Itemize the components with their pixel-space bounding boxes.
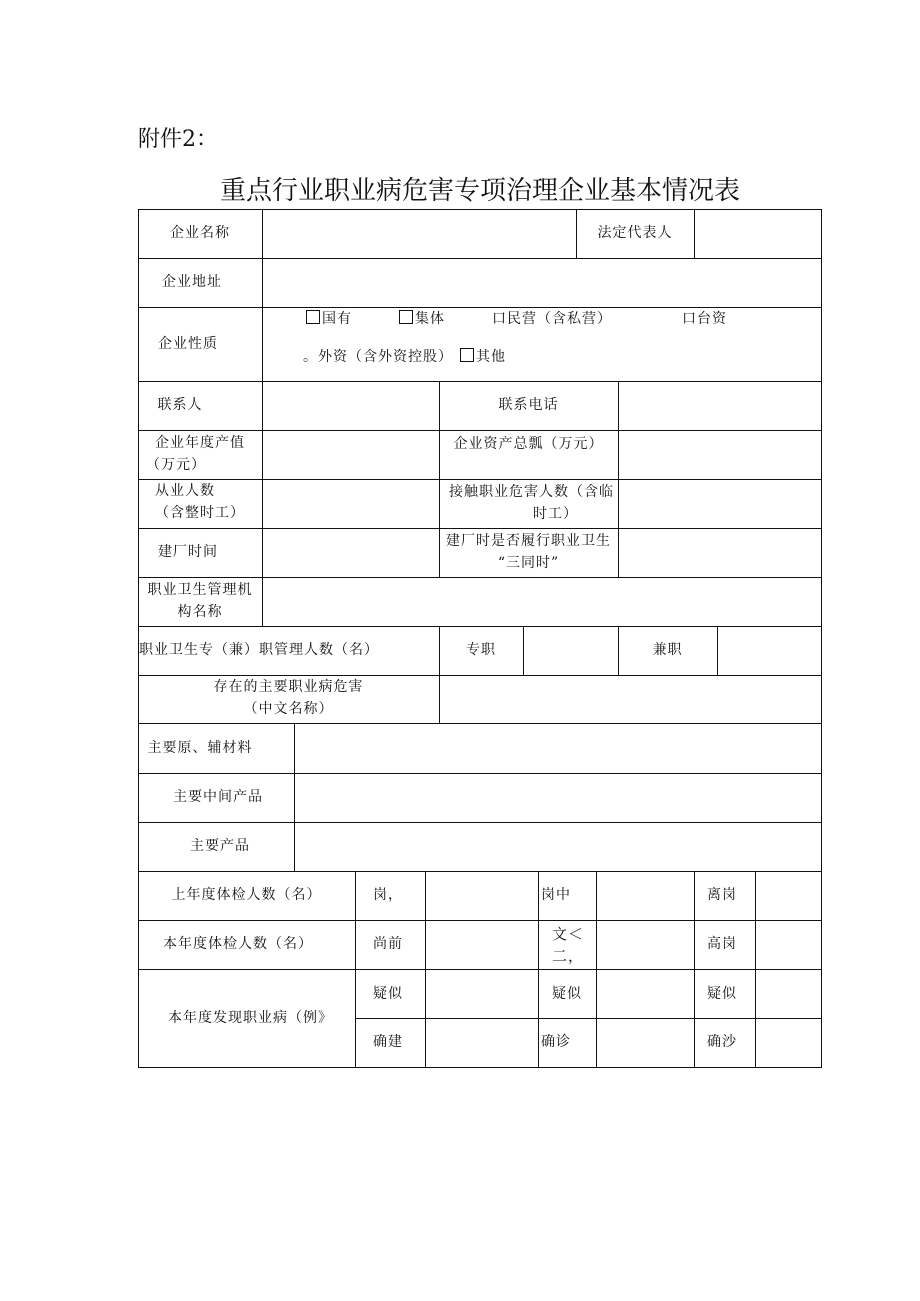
confirm-1-label: 确建 (373, 1034, 403, 1050)
confirm-3-label: 确沙 (707, 1034, 737, 1050)
nature-collective-option[interactable] (399, 308, 445, 330)
confirm-3-field[interactable] (756, 1019, 821, 1067)
this-pre-field[interactable] (426, 921, 538, 969)
parttime-label: 兼职 (652, 642, 683, 658)
suspect-2-label: 疑似 (552, 986, 582, 1002)
org-field[interactable] (263, 578, 821, 626)
page-title: 重点行业职业病危害专项治理企业基本情况表 (219, 176, 740, 206)
disease-label: 本年度发现职业病（例》 (168, 1010, 333, 1026)
intermediate-field[interactable] (295, 774, 821, 822)
contact-field[interactable] (263, 382, 439, 430)
this-leave-label: 高岗 (707, 936, 737, 952)
output-label-line2: （万元） (146, 457, 206, 473)
checkbox-icon (306, 310, 320, 324)
org-label (138, 579, 262, 623)
last-pre-field[interactable] (426, 872, 538, 920)
org-label-line2: 构名称 (177, 604, 223, 620)
this-mid-field[interactable] (597, 921, 694, 969)
fulltime-label: 专职 (466, 642, 496, 658)
exposed-field[interactable] (619, 480, 821, 528)
staff-label-line2: （含整时工） (155, 505, 245, 521)
three-sim-field[interactable] (619, 529, 821, 577)
suspect-3-field[interactable] (756, 970, 821, 1018)
staff-field[interactable] (263, 480, 439, 528)
rule (138, 1067, 822, 1068)
nature-other-option[interactable] (460, 346, 506, 368)
fulltime-field[interactable] (524, 627, 618, 675)
rule (821, 209, 822, 1068)
staff-label (138, 480, 262, 524)
this-mid-line2: 二， (552, 947, 585, 965)
parttime-field[interactable] (718, 627, 821, 675)
address-field[interactable] (263, 259, 821, 307)
intermediate-label: 主要中间产品 (173, 789, 263, 805)
this-pre-label: 尚前 (373, 936, 403, 952)
exposed-label-line1: 接触职业危害人数（含临 (449, 484, 614, 500)
hazards-label-line1: 存在的主要职业病危害 (213, 679, 364, 695)
option-label: 国有 (322, 311, 352, 327)
products-field[interactable] (295, 823, 821, 871)
three-sim-line1: 建厂时是否履行职业卫生 (446, 533, 611, 549)
founded-label: 建厂时间 (158, 544, 218, 560)
phone-label: 联系电话 (498, 397, 559, 413)
three-sim-line2: “三同时” (497, 555, 560, 571)
suspect-2-field[interactable] (597, 970, 694, 1018)
company-name-field[interactable] (263, 210, 576, 258)
last-pre-label: 岗， (373, 887, 403, 903)
rule (538, 871, 539, 1068)
last-mid-label: 岗中 (541, 887, 571, 903)
confirm-1-field[interactable] (426, 1019, 538, 1067)
address-label: 企业地址 (162, 274, 222, 290)
confirm-2-field[interactable] (597, 1019, 694, 1067)
suspect-3-label: 疑似 (707, 986, 737, 1002)
rule (355, 871, 356, 1068)
materials-field[interactable] (295, 724, 821, 773)
output-field[interactable] (263, 431, 439, 479)
output-label (138, 432, 262, 476)
last-exam-label: 上年度体检人数（名） (171, 887, 322, 903)
exposed-label (439, 481, 618, 525)
this-exam-label: 本年度体检人数（名） (163, 936, 313, 952)
three-sim-label (439, 530, 618, 574)
confirm-2-label: 确诊 (541, 1034, 571, 1050)
last-leave-field[interactable] (756, 872, 821, 920)
last-mid-field[interactable] (597, 872, 694, 920)
exposed-label-line2: 时工） (533, 506, 578, 522)
contact-label: 联系人 (157, 397, 203, 413)
legal-rep-label: 法定代表人 (597, 225, 673, 241)
materials-label: 主要原、辅材料 (147, 740, 253, 756)
last-leave-label: 离岗 (707, 887, 737, 903)
checkbox-icon (399, 310, 413, 324)
nature-state-option[interactable] (306, 308, 352, 330)
hazards-field[interactable] (440, 676, 821, 723)
attachment-label: 附件2： (138, 127, 218, 152)
checkbox-icon (460, 348, 474, 362)
products-label: 主要产品 (190, 838, 250, 854)
assets-label: 企业资产总瓢（万元） (453, 436, 604, 452)
this-mid-label (552, 923, 584, 967)
phone-field[interactable] (619, 382, 821, 430)
option-label: 其他 (476, 349, 506, 365)
staff-label-line1: 从业人数 (155, 483, 215, 499)
output-label-line1: 企业年度产值 (155, 435, 245, 451)
rule (694, 871, 695, 1068)
option-label: 集体 (415, 311, 445, 327)
hazards-label (138, 676, 439, 720)
nature-taiwan-option[interactable]: 口台资 (682, 311, 727, 327)
assets-field[interactable] (619, 431, 821, 479)
suspect-1-label: 疑似 (373, 986, 403, 1002)
nature-foreign-option[interactable]: 。外资（含外资控股） (303, 349, 453, 365)
this-leave-field[interactable] (756, 921, 821, 969)
nature-private-option[interactable]: 口民营（含私营） (492, 311, 612, 327)
managers-label: 职业卫生专（兼）职管理人数（名） (139, 642, 379, 658)
org-label-line1: 职业卫生管理机 (147, 582, 253, 598)
nature-label: 企业性质 (158, 336, 218, 352)
suspect-1-field[interactable] (426, 970, 538, 1018)
hazards-label-line2: （中文名称） (243, 701, 334, 717)
legal-rep-field[interactable] (695, 210, 821, 258)
company-name-label: 企业名称 (170, 225, 230, 241)
founded-field[interactable] (263, 529, 439, 577)
this-mid-line1: 文＜ (552, 925, 585, 943)
